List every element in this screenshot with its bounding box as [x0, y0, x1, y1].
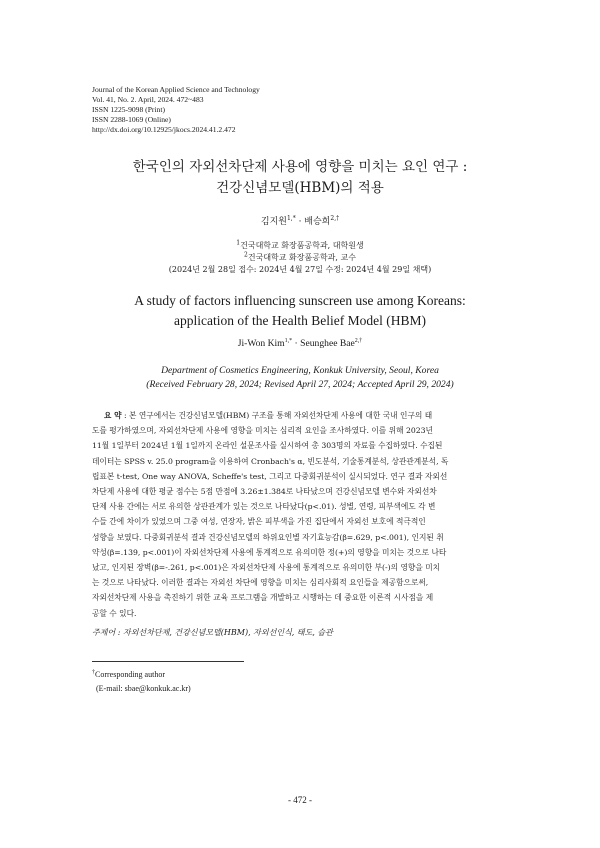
english-dates: (Received February 28, 2024; Revised April 27, 2024; Accepted April 29, 2024) [146, 379, 454, 390]
abstract-line: 데이터는 SPSS v. 25.0 program을 이용하여 Cronbach's α, 빈도분석, 기술통계분석, 상관관계분석, 독 [92, 456, 449, 466]
english-author-2: Seunghee Bae [300, 338, 355, 349]
korean-aff1-text: 건국대학교 화장품공학과, 대학원생 [240, 241, 364, 250]
abstract-line: 자외선차단제 사용을 촉진하기 위한 교육 프로그램을 개발하고 시행하는 데 중요한 이론적 시사점을 제 [92, 593, 434, 603]
abstract-line: 요 약 : 본 연구에서는 건강신념모델(HBM) 구조를 통해 자외선차단제 사용에 대한 국내 인구의 태 [104, 411, 433, 420]
korean-author-1-sup: 1,* [286, 215, 296, 222]
abstract-line: 도를 평가하였으며, 자외선차단제 사용에 영향을 미치는 심리적 요인을 조사하였다. 이를 위해 2023년 [92, 426, 433, 436]
english-author-2-sup: 2,† [354, 337, 363, 344]
page-number: - 472 - [288, 795, 312, 805]
abstract-line: 약성(β=.139, p<.001)이 자외선차단제 사용에 통계적으로 유의미한 정(+)의 영향을 미치는 것으로 나타 [92, 547, 447, 557]
footnote-corresponding [92, 668, 165, 681]
abstract-line: 립표본 t-test, One way ANOVA, Scheffe's test, 그리고 다중회귀분석이 실시되었다. 연구 결과 자외선 [92, 471, 448, 481]
english-author-1: Ji-Won Kim [237, 338, 285, 349]
korean-author-2: 배승희 [304, 217, 331, 227]
english-author-1-sup: 1,* [284, 337, 293, 344]
issn-online: ISSN 2288-1069 (Online) [92, 115, 171, 124]
english-author-sep: · [292, 338, 301, 349]
doi-link[interactable]: http://dx.doi.org/10.12925/jkocs.2024.41.2.472 [92, 125, 236, 134]
english-title-line2: application of the Health Belief Model (HBM) [174, 313, 426, 328]
korean-author-1: 김지원 [260, 217, 287, 227]
footnote-email: (E-mail: sbae@konkuk.ac.kr) [96, 684, 191, 693]
abstract-line-text: 본 연구에서는 건강신념모델(HBM) 구조를 통해 자외선차단제 사용에 대한 국내 인구의 태 [129, 411, 433, 420]
abstract-line: 는 것으로 나타났다. 이러한 결과는 자외선 차단에 영향을 미치는 심리사회적 요인들을 제공함으로써, [92, 578, 429, 588]
journal-volume: Vol. 41, No. 2. April, 2024. 472~483 [92, 95, 204, 104]
dagger-mark: † [92, 669, 95, 676]
korean-author-sep: · [295, 217, 305, 227]
korean-aff2-text: 건국대학교 화장품공학과, 교수 [247, 253, 356, 262]
korean-authors [0, 214, 600, 227]
english-title-line1: A study of factors influencing sunscreen use among Koreans: [134, 293, 466, 308]
journal-name: Journal of the Korean Applied Science and Technology [92, 85, 260, 94]
abstract-line: 11월 1일부터 2024년 1월 1일까지 온라인 설문조사를 실시하여 총 303명의 자료를 수집하였다. 수집된 [92, 441, 443, 451]
korean-affiliation-1 [0, 240, 600, 252]
abstract-label: 요 약 [104, 411, 122, 420]
abstract-line: 성향을 보였다. 다중회귀분석 결과 건강신념모델의 하위요인별 자기효능감(β=.629, p<.001), 인지된 취 [92, 532, 444, 542]
english-authors [0, 338, 600, 349]
abstract-line: 났고, 인지된 장벽(β=-.261, p<.001)은 자외선차단제 사용에 통계적으로 유의미한 부(-)의 영향을 미치 [92, 563, 441, 573]
korean-dates: (2024년 2월 28일 접수: 2024년 4월 27일 수정: 2024년 4월 29일 채택) [168, 265, 432, 274]
korean-aff2-sup: 2 [244, 251, 248, 259]
issn-print: ISSN 1225-9098 (Print) [92, 105, 165, 114]
abstract [92, 408, 510, 621]
abstract-line: 단제 사용 간에는 서로 유의한 상관관계가 있는 것으로 나타났다(p<.01). 성별, 연령, 피부색에도 각 변 [92, 502, 436, 512]
korean-aff1-sup: 1 [236, 239, 241, 247]
footnote-divider [92, 661, 244, 662]
abstract-line: 공할 수 있다. [92, 608, 137, 618]
korean-author-2-sup: 2,† [330, 215, 340, 222]
english-affiliation: Department of Cosmetics Engineering, Konkuk University, Seoul, Korea [161, 365, 439, 376]
corresponding-label: Corresponding author [95, 670, 165, 679]
journal-info [92, 85, 260, 135]
korean-title-line2: 건강신념모델(HBM)의 적용 [216, 180, 384, 196]
korean-title-line1: 한국인의 자외선차단제 사용에 영향을 미치는 요인 연구 : [132, 159, 468, 175]
korean-affiliation-2 [0, 252, 600, 264]
abstract-line: 수들 간에 차이가 있었으며 그중 여성, 연장자, 밝은 피부색을 가진 집단에서 자외선 보호에 적극적인 [92, 517, 426, 527]
abstract-line: 차단제 사용에 대한 평균 점수는 5점 만점에 3.26±1.384로 나타났으며 건강신념모델 변수와 자외선차 [92, 487, 437, 497]
keywords: 주제어 : 자외선차단제, 건강신념모델(HBM), 자외선인식, 태도, 습관 [92, 628, 333, 637]
